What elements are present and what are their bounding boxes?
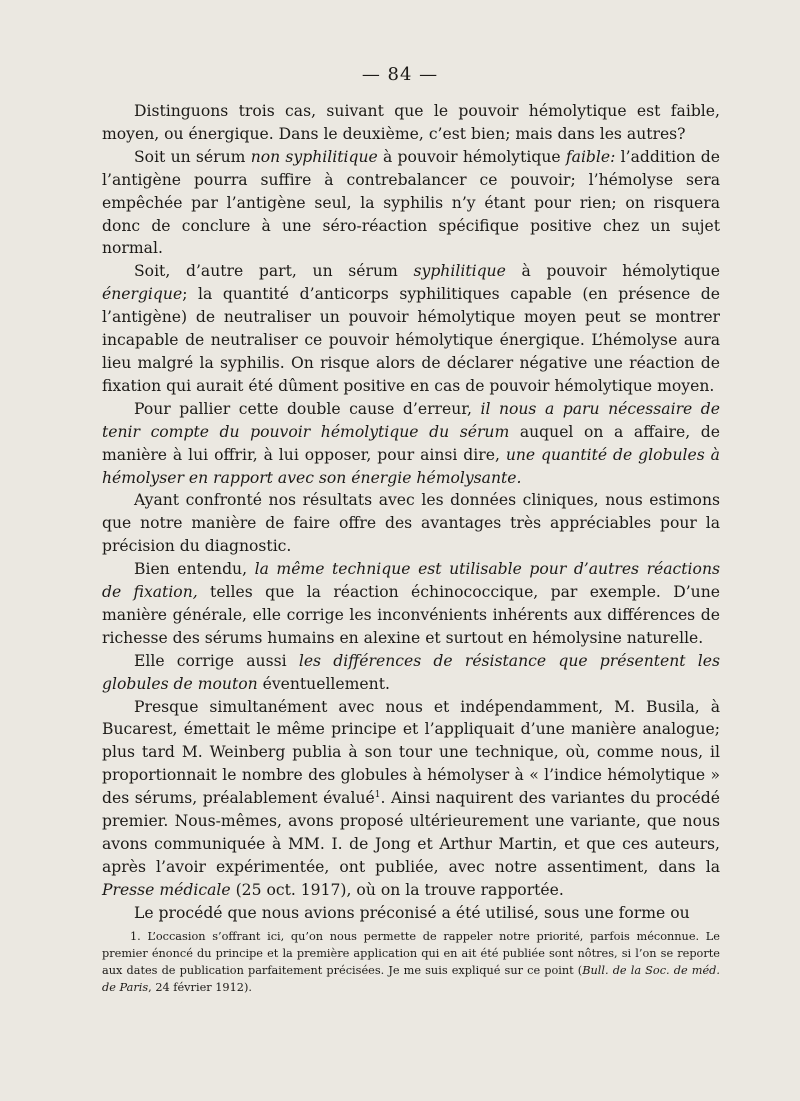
italic-text: la même technique est utilisable pour d’autres réactions de fixation, — [102, 560, 720, 602]
text-run: auquel on a affaire, de manière à lui offrir, à lui opposer, pour ainsi dire, — [102, 422, 720, 464]
text-run: Distinguons trois cas, suivant que le pouvoir hémolytique est faible, moyen, ou énergique. Dans le deuxième, c’est bien; mais dans les autres? — [102, 102, 720, 143]
paragraph — [102, 902, 720, 925]
text-run: à pouvoir hémolytique — [505, 262, 720, 281]
paragraph — [102, 260, 720, 397]
text-run: Bien entendu, — [134, 560, 255, 579]
text-run: (25 oct. 1917), où on la trouve rapportée. — [230, 880, 564, 899]
italic-text: les différences de résistance que présentent les globules de mouton — [102, 651, 720, 693]
italic-text: Presse médicale — [102, 880, 231, 899]
paragraph — [102, 100, 720, 146]
text-run: 1. L’occasion s’offrant ici, qu’on nous permette de rappeler notre priorité, parfois méconnue. Le premier énoncé du principe et la première application qui en ait été publiée sont nôtres, si l’on se reporte aux dates de publication parfaitement précisées. Je me suis expliqué sur ce point ( — [102, 930, 720, 977]
paragraph — [102, 696, 720, 902]
text-run: l’addition de l’antigène pourra suffire à contrebalancer ce pouvoir; l’hémolyse sera empêchée par l’antigène seul, la syphilis n’y étant pour rien; on risquera donc de conclure à une séro-réaction spécifique positive chez un sujet normal. — [102, 147, 720, 258]
paragraph — [102, 489, 720, 558]
italic-text: syphilitique — [413, 262, 506, 281]
paragraph — [102, 146, 720, 261]
italic-text: il nous a paru nécessaire de tenir compte du pouvoir hémolytique du sérum — [102, 399, 720, 441]
footnote — [102, 928, 720, 996]
italic-text: énergique — [102, 285, 183, 304]
text-run: Presque simultanément avec nous et indépendamment, M. Busila, à Bucarest, émettait le même principe et l’appliquait d’une manière analogue; plus tard M. Weinberg publia à son tour une technique, où, comme nous, il proportionnait le nombre des globules à hémolyser à « l’indice hémolytique » des sérums, préalablement évalué — [102, 697, 720, 808]
paragraph — [102, 558, 720, 650]
page-number: — 84 — — [361, 64, 439, 85]
text-run: à pouvoir hémolytique — [377, 147, 566, 166]
italic-text: Bull. de la Soc. de méd. de Paris — [102, 964, 720, 994]
text-run: Elle corrige aussi — [134, 651, 299, 670]
paragraph — [102, 650, 720, 696]
text-run: Soit, d’autre part, un sérum — [134, 262, 414, 281]
paragraph — [102, 398, 720, 490]
footnotes — [102, 928, 720, 996]
italic-text: une quantité de globules à hémolyser en rapport avec son énergie hémolysante. — [102, 445, 720, 487]
text-run: telles que la réaction échinococcique, par exemple. D’une manière générale, elle corrige les inconvénients inhérents aux différences de richesse des sérums humains en alexine et surtout en hémolysine naturelle. — [102, 583, 720, 647]
text-run: ; la quantité d’anticorps syphilitiques capable (en présence de l’antigène) de neutraliser un pouvoir hémolytique moyen peut se montrer incapable de neutraliser ce pouvoir hémolytique énergique. L’hémolyse aura lieu malgré la syphilis. On risque alors de déclarer négative une réaction de fixation qui aurait été dûment positive en cas de pouvoir hémolytique moyen. — [102, 285, 720, 395]
text-run: Ayant confronté nos résultats avec les données cliniques, nous estimons que notre manière de faire offre des avantages très appréciables pour la précision du diagnostic. — [102, 491, 720, 556]
italic-text: non syphilitique — [250, 147, 378, 166]
footnote-ref: 1 — [374, 790, 381, 800]
text-run: Pour pallier cette double cause d’erreur, — [134, 399, 481, 418]
italic-text: faible: — [565, 147, 616, 166]
text-run: , 24 février 1912). — [148, 981, 252, 994]
text-run: Soit un sérum — [134, 147, 251, 166]
body-text — [102, 100, 720, 925]
text-run: Le procédé que nous avions préconisé a été utilisé, sous une forme ou — [134, 903, 690, 922]
text-run: éventuellement. — [257, 674, 390, 693]
text-run: . Ainsi naquirent des variantes du procédé premier. Nous-mêmes, avons proposé ultérieurement une variante, que nous avons communiquée à MM. I. de Jong et Arthur Martin, et que ces auteurs, après l’avoir expérimentée, ont publiée, avec notre assentiment, dans la — [102, 789, 720, 876]
